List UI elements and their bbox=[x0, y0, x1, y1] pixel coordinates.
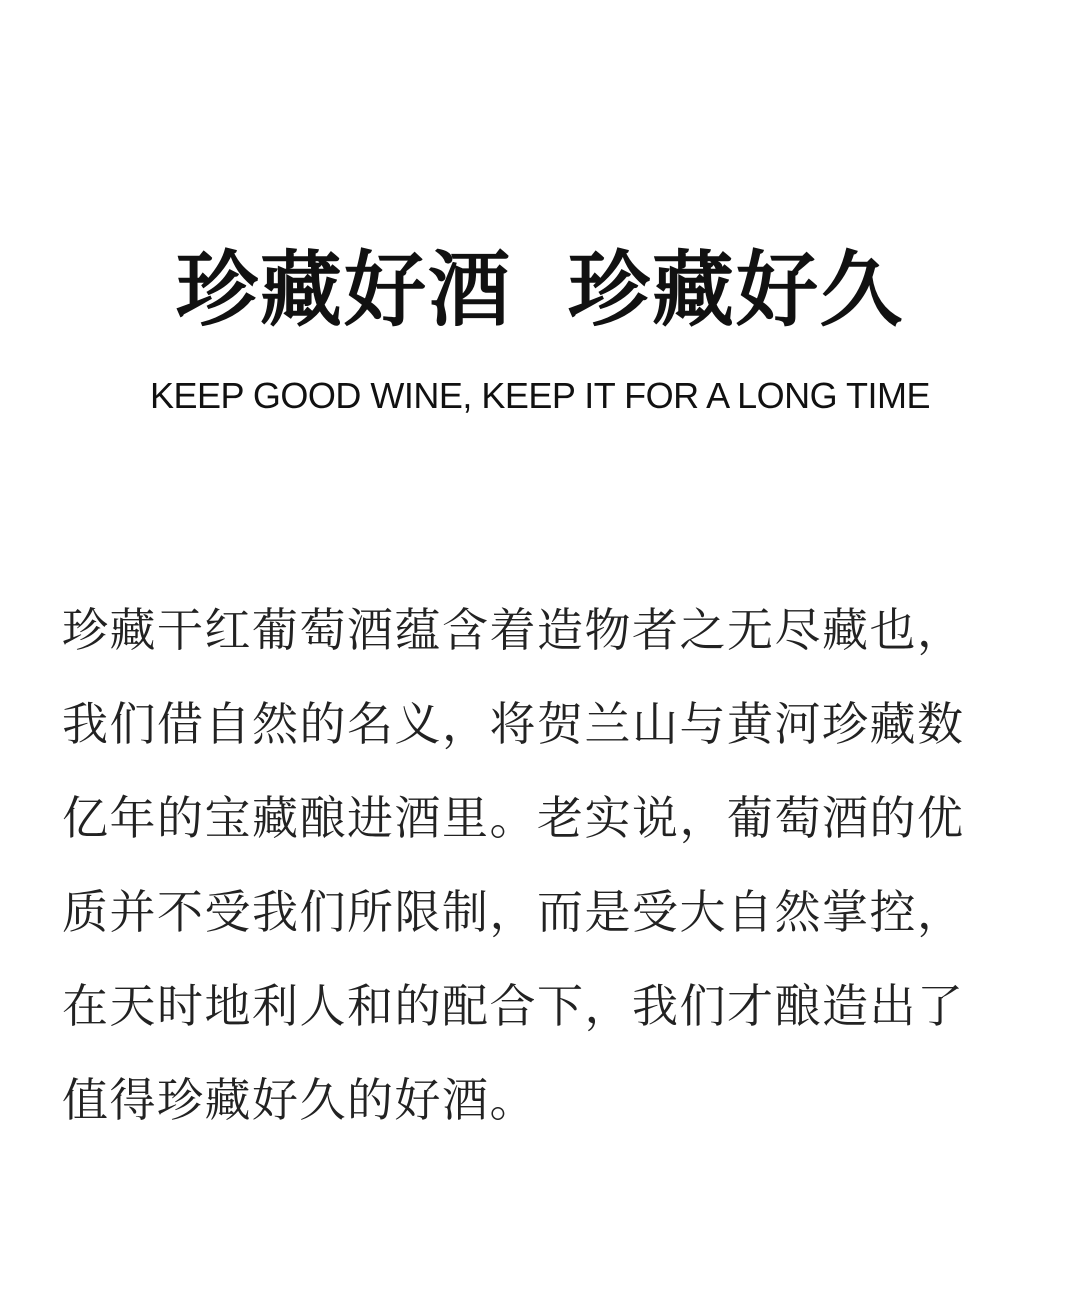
paragraph-line: 亿年的宝藏酿进酒里。老实说，葡萄酒的优 bbox=[62, 791, 965, 845]
page-title bbox=[0, 240, 1080, 340]
paragraph-line: 质并不受我们所限制，而是受大自然掌控， bbox=[62, 885, 965, 939]
title-part-2: 珍藏好久 bbox=[568, 242, 905, 338]
paragraph-line: 珍藏干红葡萄酒蕴含着造物者之无尽藏也， bbox=[62, 603, 965, 657]
page-subtitle: KEEP GOOD WINE, KEEP IT FOR A LONG TIME bbox=[149, 375, 931, 416]
paragraph-line: 我们借自然的名义，将贺兰山与黄河珍藏数 bbox=[62, 697, 965, 751]
paragraph-line: 在天时地利人和的配合下，我们才酿造出了 bbox=[62, 979, 965, 1033]
title-part-1: 珍藏好酒 bbox=[175, 242, 512, 338]
paragraph-line: 值得珍藏好久的好酒。 bbox=[62, 1073, 537, 1127]
body-paragraph bbox=[62, 583, 1022, 1147]
